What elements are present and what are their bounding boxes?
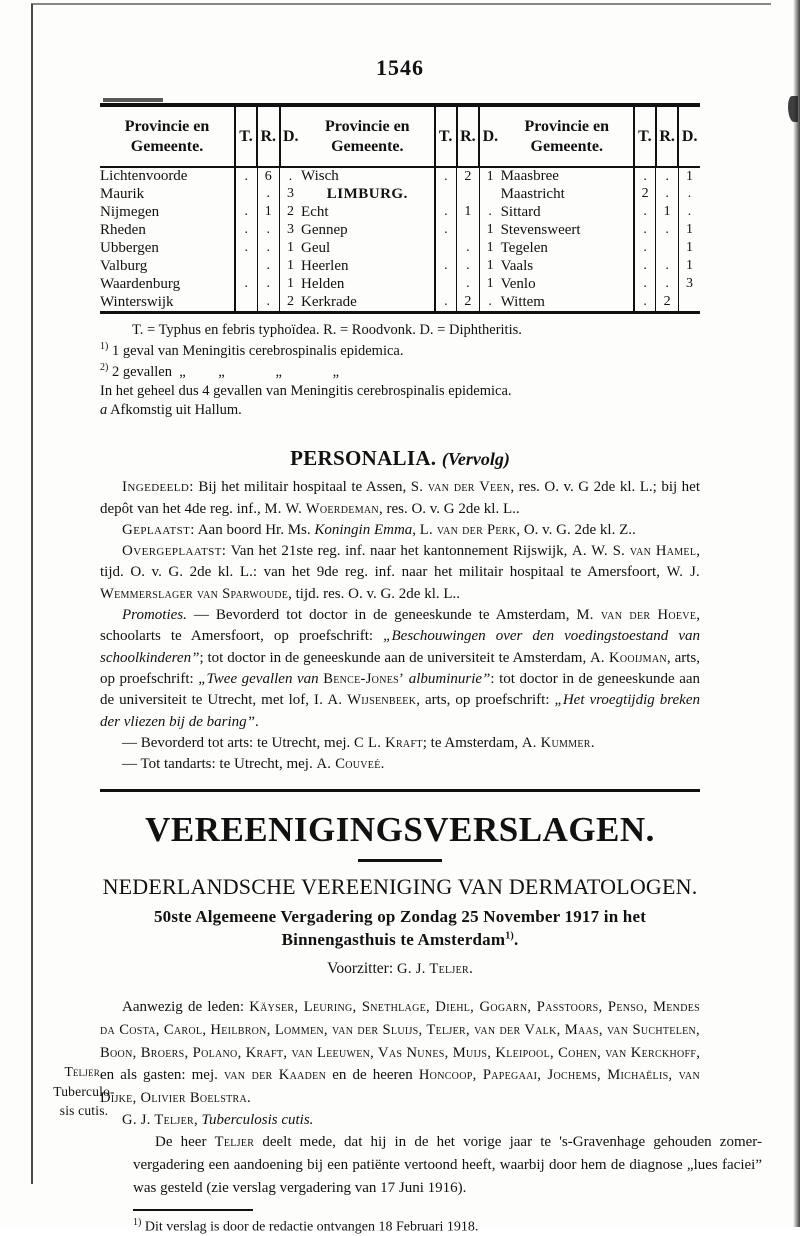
person-name-kooijman: A. Kooijman — [590, 649, 667, 666]
page-footnote-text: Dit verslag is door de redactie ontvangen 18 Februari 1918. — [141, 1219, 479, 1235]
p4-text-e: : tot doctor in de geneeskunde aan de universiteit te Utrecht, met lof, — [100, 670, 701, 709]
attendees-guests-lead: , en als gasten: mej. — [100, 1044, 700, 1084]
person-name-kummer: A. Kummer — [521, 734, 591, 751]
page-footnote-marker: 1) — [133, 1217, 142, 1229]
talk-title-line — [100, 1112, 700, 1129]
personalia-paragraph-arts — [100, 733, 700, 754]
column-header-t-2: T. — [435, 107, 457, 167]
cell-t: . — [235, 275, 257, 293]
p5-text-a: — Bevorderd tot arts: te Utrecht, mej. — [122, 734, 355, 751]
person-name-van-der-veen: S. van der Veen — [410, 479, 511, 496]
cell-t: . — [435, 257, 457, 275]
cell-d — [479, 185, 501, 203]
column-header-r-2: R. — [457, 107, 480, 167]
label-ingedeeld: Ingedeeld: — [122, 479, 194, 496]
meeting-line-2-end: . — [513, 929, 519, 949]
cell-t: . — [634, 257, 656, 275]
column-header-d-2: D. — [479, 107, 501, 167]
cell-t: . — [235, 239, 257, 257]
marginal-note — [38, 1062, 130, 1121]
talk-subject-title: Tuberculosis cutis. — [201, 1112, 314, 1129]
thesis-title-2-eponym: Bence-Jones’ — [323, 670, 405, 687]
p3-text-a: Van het 21ste reg. inf. naar het kantonnement Rijswijk, — [226, 543, 572, 560]
municipality-name: Helden — [301, 275, 345, 292]
cell-t — [235, 293, 257, 311]
municipality-name: Ubbergen — [100, 239, 159, 256]
p2-text-c: , O. v. G. 2de kl. Z.. — [516, 521, 636, 538]
cell-r: 2 — [656, 293, 679, 311]
cell-d: 1 — [479, 167, 501, 185]
municipality-name: Tegelen — [500, 239, 548, 256]
column-header-t-1: T. — [235, 107, 257, 167]
table-row — [100, 203, 700, 221]
cell-r: 6 — [257, 167, 280, 185]
talk-comma: , — [193, 1112, 202, 1129]
municipality-name: Rheden — [100, 221, 146, 238]
person-name-van-hamel: A. W. S. van Hamel — [572, 543, 697, 560]
cell-r: . — [257, 185, 280, 203]
chairman-suffix: . — [468, 959, 473, 977]
marginal-note-line-2: sis cutis. — [59, 1103, 109, 1119]
cell-r — [457, 185, 480, 203]
meeting-footnote-marker: 1) — [505, 930, 514, 942]
section-divider-rule — [100, 789, 700, 792]
cell-r: . — [457, 275, 480, 293]
talk-body-a: De heer — [155, 1134, 215, 1151]
municipality-name: Maasbree — [500, 168, 559, 185]
column-header-t-3: T. — [634, 107, 656, 167]
vereenigingsverslagen-heading: VEREENIGINGSVERSLAGEN. — [145, 810, 655, 850]
attendees-member-list: Käyser, Leuring, Snethlage, Diehl, Gogarn, Passtoors, Penso, Mendes da Costa, Carol, Heilbron, Lommen, van der Sluijs, Teljer, van der Valk, Maas, van Suchtelen, Boon, Broers, Polano, Kraft, van Leeuwen, Vas Nunes, Muijs, Kleipool, Cohen, van Kerckhoff — [100, 998, 700, 1061]
person-name-kraft: C L. Kraft — [354, 734, 423, 751]
personalia-paragraph-overgeplaatst — [100, 541, 700, 605]
table-note-2-text: 2 gevallen „ „ „ „ — [111, 363, 340, 380]
cell-r: 1 — [656, 203, 679, 221]
cell-d: 1 — [479, 257, 501, 275]
municipality-name: Winterswijk — [100, 293, 174, 310]
municipality-name: Wittem — [500, 293, 545, 310]
municipality-name: Nijmegen — [100, 203, 160, 220]
p4-text-b: , schoolarts te Amersfoort, op proefschrift: — [100, 607, 700, 645]
talk-body-paragraph — [133, 1131, 762, 1199]
cell-r: . — [656, 257, 679, 275]
personalia-title: PERSONALIA. — [290, 446, 437, 471]
municipality-name: LIMBURG. — [326, 185, 408, 202]
attendees-guests-mid: en de heeren — [326, 1067, 419, 1084]
cell-t — [235, 257, 257, 275]
p1-text-a: Bij het militair hospitaal te Assen, — [193, 479, 411, 496]
meeting-line-2: Binnengasthuis te Amsterdam — [281, 929, 506, 949]
column-header-r-1: R. — [257, 107, 280, 167]
table-row — [100, 275, 700, 293]
thesis-title-1: „Beschouwingen over den voedingstoestand van schoolkinderen” — [100, 628, 700, 666]
cell-d: 1 — [678, 167, 700, 185]
cell-d: 1 — [479, 239, 501, 257]
cell-r — [656, 239, 679, 257]
municipality-name: Echt — [301, 203, 329, 220]
person-name-van-der-perk: L. van der Perk — [419, 521, 517, 538]
cell-r: . — [257, 239, 280, 257]
personalia-paragraph-promoties — [100, 605, 700, 733]
p2-text-b: , — [412, 521, 420, 538]
table-note-1-text: 1 geval van Meningitis cerebrospinalis epidemica. — [111, 342, 404, 359]
column-header-municipality-3: Provincie en Gemeente. — [501, 107, 634, 167]
meeting-line-1: 50ste Algemeene Vergadering op Zondag 25 November 1917 in het — [153, 906, 647, 926]
cell-r: 2 — [457, 167, 480, 185]
chairman-label: Voorzitter: — [327, 959, 398, 977]
cell-r: . — [257, 293, 280, 311]
cell-d: 2 — [280, 293, 302, 311]
column-header-municipality-1: Provincie en Gemeente. — [100, 107, 235, 167]
cell-t: . — [634, 275, 656, 293]
thesis-title-3: „Het vroegtijdig breken der vliezen bij de baring” — [100, 692, 700, 730]
heading-underline-rule — [358, 859, 442, 862]
p6-text-a: — Tot tandarts: te Utrecht, mej. — [122, 756, 317, 773]
table-row — [100, 239, 700, 257]
page-footnote — [133, 1217, 700, 1236]
footnote-marker-1: 1) — [100, 341, 109, 353]
person-name-couvee: A. Couveé — [316, 756, 381, 773]
cell-d: 1 — [280, 239, 302, 257]
cell-r: . — [257, 221, 280, 239]
p4-text-f: , arts, op proefschrift: — [416, 692, 555, 709]
guest-name-van-der-kaaden: van der Kaaden — [223, 1067, 327, 1084]
municipality-name: Maastricht — [500, 185, 565, 202]
cell-d: . — [479, 293, 501, 311]
personalia-paragraph-tandarts — [100, 754, 700, 775]
cell-t: . — [634, 293, 656, 311]
p4-text-d: , arts, op proefschrift: — [100, 649, 700, 687]
p3-text-c: , tijd. res. O. v. G. 2de kl. L.. — [288, 585, 461, 602]
p6-text-b: . — [380, 756, 385, 773]
cell-t — [235, 185, 257, 203]
attendees-paragraph — [100, 996, 700, 1110]
cell-d: 2 — [280, 203, 302, 221]
p4-text-a: — Bevorderd tot doctor in de geneeskunde te Amsterdam, — [186, 607, 577, 624]
cell-t: . — [235, 203, 257, 221]
marginal-note-line-1: Tuberculo- — [53, 1083, 115, 1099]
cell-t — [435, 239, 457, 257]
table-row — [100, 257, 700, 275]
cell-d: . — [678, 185, 700, 203]
table-note-4-text: Afkomstig uit Hallum. — [110, 402, 242, 419]
table-row — [100, 185, 700, 203]
table-row — [100, 167, 700, 185]
meeting-details — [70, 906, 730, 952]
marginal-note-speaker: Teljer, — [64, 1064, 104, 1079]
chairman-name: G. J. Teljer — [397, 960, 469, 977]
cell-d: 1 — [479, 221, 501, 239]
table-legend: T. = Typhus en febris typhoïdea. R. = Roodvonk. D. = Diphtheritis. — [132, 322, 522, 338]
disease-statistics-table-wrapper — [100, 103, 700, 314]
cell-t — [435, 185, 457, 203]
cell-r: . — [656, 221, 679, 239]
cell-d: 3 — [280, 185, 302, 203]
cell-r: . — [457, 239, 480, 257]
personalia-paragraph-ingedeeld — [100, 477, 700, 520]
cell-r — [457, 221, 480, 239]
p4-text-c: ; tot doctor in de geneeskunde aan de universiteit te Amsterdam, — [199, 649, 591, 666]
p1-text-b: , res. O. v. G 2de kl. L.; bij het depôt van het 4de reg. inf., — [100, 479, 701, 517]
table-note-3: In het geheel dus 4 gevallen van Meningitis cerebrospinalis epidemica. — [100, 383, 512, 400]
municipality-name: Vaals — [500, 257, 534, 274]
table-header-row — [100, 107, 700, 167]
label-overgeplaatst: Overgeplaatst: — [122, 543, 227, 560]
municipality-name: Sittard — [500, 203, 541, 220]
cell-d: 1 — [280, 257, 302, 275]
cell-t: . — [235, 167, 257, 185]
p5-text-c: . — [590, 734, 595, 751]
attendees-guest-list: Honcoop, Papegaai, Jochems, Michaëlis, van Dijke, Olivier Boelstra — [100, 1067, 700, 1107]
p5-text-b: ; te Amsterdam, — [422, 734, 522, 751]
cell-d — [678, 293, 700, 311]
label-geplaatst: Geplaatst: — [122, 521, 195, 538]
cell-d: . — [479, 203, 501, 221]
municipality-name: Lichtenvoorde — [100, 168, 188, 185]
footnote-marker-2: 2) — [100, 362, 109, 374]
personalia-paragraph-geplaatst — [100, 520, 700, 541]
cell-t: . — [435, 167, 457, 185]
municipality-name: Venlo — [500, 275, 536, 292]
label-promoties: Promoties. — [122, 607, 187, 624]
cell-t: . — [634, 239, 656, 257]
cell-r: . — [257, 275, 280, 293]
cell-d: 1 — [479, 275, 501, 293]
cell-r: . — [656, 167, 679, 185]
table-note-1 — [100, 340, 700, 361]
cell-d: 3 — [280, 221, 302, 239]
attendees-lead: Aanwezig de leden: — [122, 998, 250, 1015]
p2-text-a: Aan boord Hr. Ms. — [194, 521, 315, 538]
municipality-name: Heerlen — [301, 257, 349, 274]
personalia-continued-label: (Vervolg) — [441, 449, 510, 470]
table-body — [100, 167, 700, 311]
cell-t: . — [634, 203, 656, 221]
personalia-body — [100, 477, 700, 775]
personalia-heading — [0, 446, 800, 471]
ship-name-koningin-emma: Koningin Emma — [314, 521, 413, 538]
p1-text-c: , res. O. v. G 2de kl. L.. — [378, 500, 520, 517]
society-name: NEDERLANDSCHE VEREENIGING VAN DERMATOLOGEN. — [102, 873, 698, 899]
cell-t — [435, 275, 457, 293]
column-header-municipality-2: Provincie en Gemeente. — [301, 107, 435, 167]
thesis-title-2-part2: albuminurie” — [404, 670, 491, 687]
footnote-separator-rule — [133, 1209, 253, 1211]
p4-text-g: . — [254, 713, 259, 730]
thesis-title-2-part1: „Twee gevallen van — [198, 670, 324, 687]
person-name-wijsenbeek: I. A. Wijsenbeek — [314, 692, 417, 709]
cell-d: 1 — [678, 221, 700, 239]
cell-r: . — [257, 257, 280, 275]
cell-r: 2 — [457, 293, 480, 311]
talk-body-b: deelt mede, dat hij in de het vorige jaar te 's-Gravenhage gehouden zomer-vergadering een aandoening bij een patiënte vertoond heeft, waarbij door hem de diagnose „lues faciei” was gesteld (zie verslag vergadering van 17 Juni 1916). — [133, 1134, 762, 1196]
person-name-wemmerslager: W. J. Wemmerslager van Sparwoude — [100, 564, 700, 602]
column-header-r-3: R. — [656, 107, 679, 167]
table-note-4 — [100, 401, 700, 420]
attendees-guests-end: . — [246, 1090, 251, 1107]
municipality-name: Maurik — [100, 185, 145, 202]
cell-d: 1 — [678, 239, 700, 257]
column-header-d-1: D. — [280, 107, 302, 167]
municipality-name: Waardenburg — [100, 275, 181, 292]
disease-statistics-table — [100, 107, 700, 311]
person-name-van-der-hoeve: M. van der Hoeve — [576, 607, 697, 624]
cell-t: 2 — [634, 185, 656, 203]
footnote-marker-a: a — [100, 402, 108, 419]
municipality-name: Kerkrade — [301, 293, 357, 310]
cell-t: . — [634, 221, 656, 239]
cell-r: 1 — [457, 203, 480, 221]
p3-text-b: , tijd. O. v. G. 2de kl. L.: van het 9de reg. inf. naar het militair hospitaal te Amersfoort, — [100, 543, 700, 581]
municipality-name: Valburg — [100, 257, 148, 274]
municipality-name: Geul — [301, 239, 331, 256]
table-row — [100, 293, 700, 311]
cell-d: . — [678, 203, 700, 221]
cell-r: . — [457, 257, 480, 275]
cell-d: 3 — [678, 275, 700, 293]
cell-r: . — [656, 275, 679, 293]
municipality-name: Stevensweert — [500, 221, 581, 238]
cell-t: . — [435, 203, 457, 221]
talk-speaker-name: G. J. Teljer — [122, 1112, 194, 1129]
chairman-line — [0, 960, 800, 978]
table-note-2 — [100, 361, 700, 382]
table-row — [100, 221, 700, 239]
cell-t: . — [435, 293, 457, 311]
cell-r: 1 — [257, 203, 280, 221]
person-name-woerdeman: M. W. Woerdeman — [264, 500, 379, 517]
cell-t: . — [435, 221, 457, 239]
table-head — [100, 107, 700, 167]
municipality-name: Wisch — [301, 168, 339, 185]
cell-t: . — [235, 221, 257, 239]
page-number: 1546 — [376, 55, 424, 80]
cell-t: . — [634, 167, 656, 185]
cell-d: 1 — [280, 275, 302, 293]
municipality-name: Gennep — [301, 221, 348, 238]
cell-d: 1 — [678, 257, 700, 275]
column-header-d-3: D. — [678, 107, 700, 167]
table-legend-and-notes — [100, 321, 700, 420]
cell-r: . — [656, 185, 679, 203]
cell-d: . — [280, 167, 302, 185]
talk-body-speaker: Teljer — [214, 1134, 255, 1151]
